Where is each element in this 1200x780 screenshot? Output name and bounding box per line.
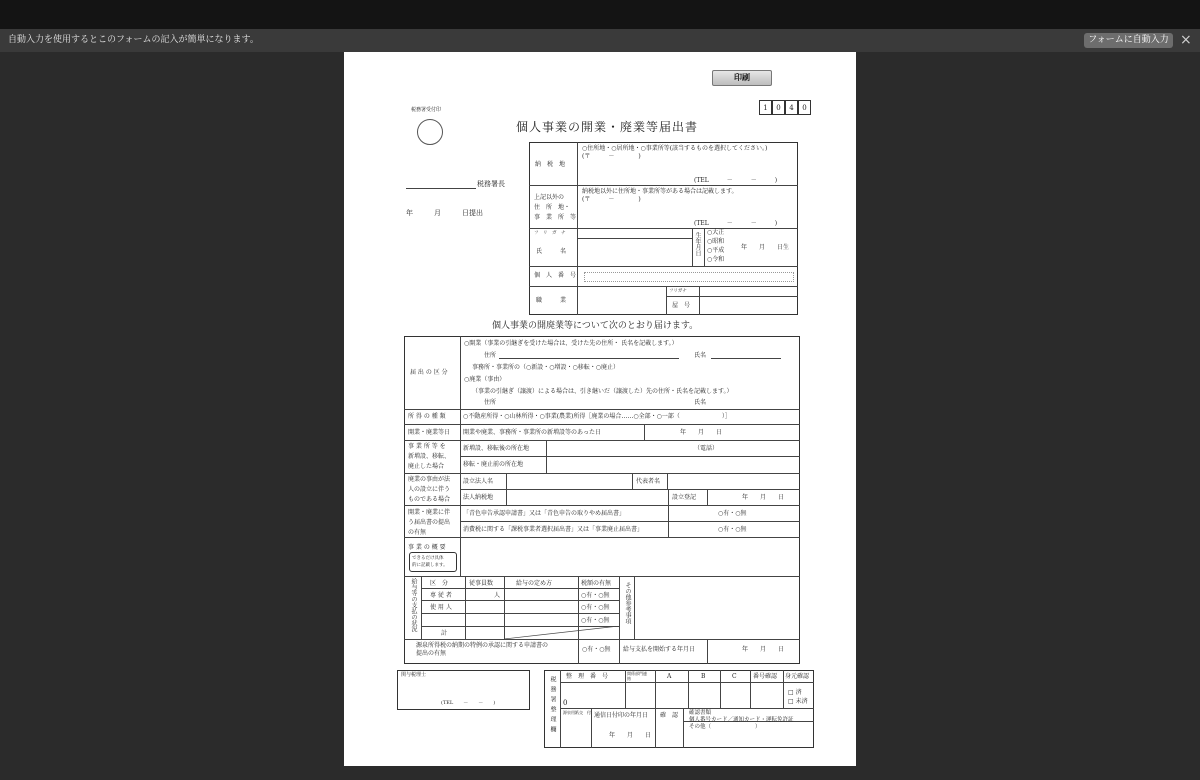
tax-accountant-tel: (TEL － － ) [441,700,496,706]
office-new-location: 新増設、移転後の所在地 [463,445,530,452]
withholding-start-label: 給与支払を開始する年月日 [623,646,696,653]
office-date-label: 通信日付印の年月日 [594,712,649,719]
otheraddr-label3: 事 業 所 等 [534,214,577,221]
autofill-message: 自動入力を使用するとこのフォームの記入が簡単になります。 [8,35,259,45]
corp-tax-label: 法人納税地 [463,494,494,501]
office-change-label3: 廃止した場合 [408,463,445,470]
corp-label1: 廃業の事由が法 [408,476,451,483]
open-date-desc: 開業や廃業、事務所・事業所の新増設等のあった日 [463,429,601,436]
salary-total-diagonal [504,626,619,639]
salary-yesno[interactable]: ○有・○無 [581,617,610,624]
income-type-options[interactable]: ○不動産所得・○山林所得・○事業(農業)所得［廃業の場合……○全部・○一部（ ）］ [463,413,731,420]
salary-yesno[interactable]: ○有・○無 [581,604,610,611]
mynumber-label: 個 人 番 号 [534,272,577,279]
doc-number-digit: 0 [772,100,785,115]
otheraddr-label2: 住 所 地・ [534,204,571,211]
doc-number-digit: 4 [785,100,798,115]
office-docs2: 個人番号カード／通知カード・運転免許証 [689,717,794,723]
related-label2: う届出書の提出 [408,519,451,526]
salary-side-label: 給与等の支払の状況 [410,578,417,632]
birth-option[interactable]: ○平成 [707,247,725,254]
open-date-value: 年 月 日 [680,429,723,436]
related-item1: 「青色申告承認申請書」又は「青色申告の取りやめ届出書」 [463,510,626,517]
office-sent-label: 源泉用紙交 付 [563,710,591,715]
withholding-start-date: 年 月 日 [742,646,785,653]
name-label: 氏 名 [536,248,567,255]
salary-other-label: その他参考事項 [624,582,631,624]
office-change-label1: 事 業 所 等 を [408,443,446,450]
birth-date: 年 月 日生 [741,244,790,251]
birth-option[interactable]: ○大正 [707,229,725,236]
tax-accountant-label: 関与税理士 [401,672,427,678]
taxplace-tel: (TEL － － ) [694,177,778,184]
corp-rep-label: 代表者名 [636,478,661,485]
office-num-label: 整 理 番 号 [566,673,609,680]
office-confirm-label: 確 認 [660,712,679,719]
corp-name-label: 設立法人名 [463,478,494,485]
mynumber-input[interactable] [584,272,794,282]
office-numcheck: 番号確認 [753,673,778,680]
taxplace-label: 納 税 地 [535,161,566,168]
open-date-label: 開業・廃業等日 [408,429,451,436]
submit-date: 年 月 日提出 [406,209,483,217]
trade-name-label: 屋 号 [672,302,691,309]
withholding-label2: 提出の有無 [416,650,447,657]
related-label1: 開業・廃業に伴 [408,509,451,516]
office-zero: 0 [563,699,568,707]
category-addr2: 住所 [484,399,497,406]
corp-label3: ものである場合 [408,496,451,503]
salary-header: 区 分 [430,580,449,587]
category-addr: 住所 [484,352,497,359]
summary-note2: 的に記載します。 [412,563,448,568]
office-use-side: 税務署整理欄 [549,676,556,736]
office-phone: （電話） [694,445,719,452]
office-docs3: その他（ ） [689,724,761,730]
salary-total: 計 [441,630,448,637]
category-name2: 氏名 [694,399,707,406]
salary-unit: 人 [494,592,501,599]
corp-reg-date: 年 月 日 [742,494,785,501]
stamp-circle [417,119,443,145]
salary-yesno[interactable]: ○有・○無 [581,592,610,599]
salary-row-label: 専 従 者 [430,592,452,599]
taxplace-postal: (〒 － ) [582,153,641,160]
salary-header: 給与の定め方 [516,580,553,587]
office-date-value: 年 月 日 [609,732,652,739]
window-titlebar [0,0,1200,29]
birth-label: 生年月日 [694,232,701,256]
office-change-label2: 新増設、移転、 [408,453,451,460]
trade-furigana: フリガナ [669,289,687,294]
form-subtitle: 個人事業の開廃業等について次のとおり届けます。 [492,321,699,331]
category-name: 氏名 [694,352,707,359]
related-yesno2[interactable]: ○有・○無 [718,526,747,533]
withholding-yesno[interactable]: ○有・○無 [582,646,611,653]
furigana-label: フ リ ガ ナ [534,231,566,236]
document-title: 個人事業の開業・廃業等届出書 [516,120,699,134]
income-type-label: 所 得 の 種 類 [408,413,446,420]
category-close-note: （事業の引継ぎ（譲渡）による場合は、引き継いだ（譲渡した）先の住所・氏名を記載します。） [472,388,733,395]
otheraddr-postal: (〒 － ) [582,196,641,203]
pdf-page [344,52,856,766]
summary-label: 事 業 の 概 要 [408,544,446,551]
corp-reg-label: 設立登記 [672,494,697,501]
office-col-a: A [667,673,672,680]
birth-option[interactable]: ○令和 [707,256,725,263]
withholding-label1: 源泉所得税の納期の特例の承認に関する申請書の [416,642,549,649]
stamp-label: 税務署受付印 [411,107,442,113]
office-dept-label: 関係部門連 絡 [627,671,651,681]
office-col-c: C [732,673,737,680]
doc-number-digit: 1 [759,100,772,115]
autofill-button[interactable]: フォームに自動入力 [1084,33,1173,48]
tax-office-suffix: 税務署長 [477,180,505,188]
category-close[interactable]: ○廃業（事由） [464,376,506,383]
salary-header: 従事員数 [469,580,494,587]
close-icon[interactable]: × [1180,32,1192,48]
office-notyet[interactable]: □ 未済 [788,698,808,705]
occupation-label: 職 業 [536,297,567,304]
doc-number-digit: 0 [798,100,811,115]
otheraddr-note: 納税地以外に住所地・事業所等がある場合は記載します。 [582,188,738,195]
office-docs1: 確認書類 [689,710,712,716]
category-office[interactable]: 事務所・事業所の（○新設・○増設・○移転・○廃止） [472,364,619,371]
office-col-b: B [701,673,706,680]
salary-row-label: 使 用 人 [430,604,452,611]
related-item2: 消費税に関する「課税事業者選択届出書」又は「事業廃止届出書」 [463,526,644,533]
office-old-location: 移転・廃止前の所在地 [463,461,524,468]
print-button[interactable]: 印刷 [712,70,772,86]
otheraddr-label1: 上記以外の [534,194,565,201]
related-yesno1[interactable]: ○有・○無 [718,510,747,517]
related-label3: の有無 [408,529,427,536]
corp-label2: 人の設立に伴う [408,486,451,493]
taxplace-options: ○住所地・○居所地・○事業所等(該当するものを選択してください。) [582,145,768,152]
summary-note1: できるだけ具体 [412,556,444,561]
otheraddr-tel: (TEL － － ) [694,220,778,227]
office-done[interactable]: □ 済 [788,689,802,696]
office-idcheck: 身元確認 [785,673,810,680]
salary-header: 税額の有無 [581,580,612,587]
autofill-infobar [0,29,1200,52]
tax-office-line [406,188,476,189]
birth-option[interactable]: ○昭和 [707,238,725,245]
category-label: 届 出 の 区 分 [410,369,448,376]
category-open[interactable]: ○開業（事業の引継ぎを受けた場合は、受けた先の住所・ 氏名を記載します。） [464,340,678,347]
